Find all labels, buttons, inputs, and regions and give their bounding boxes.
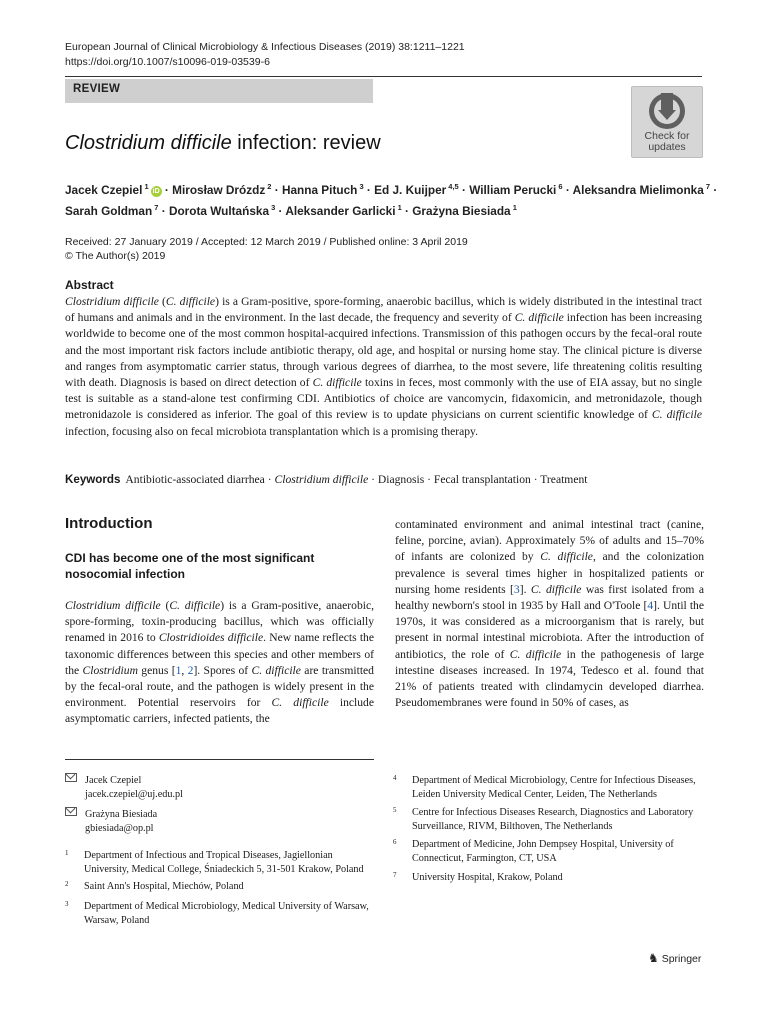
introduction-subheading: CDI has become one of the most significant nosocomial infection <box>65 551 315 581</box>
text-run: · Diagnosis · Fecal transplantation · Treatment <box>368 473 588 486</box>
author-name: Dorota Wultańska <box>168 203 270 218</box>
author-name: Grażyna Biesiada <box>412 203 511 218</box>
text-run: genus [ <box>137 663 176 677</box>
check-for-updates-line2: updates <box>648 141 686 153</box>
author-name: Hanna Pituch <box>281 182 358 197</box>
author[interactable] <box>282 183 364 197</box>
italic-run: C. difficile <box>530 582 582 596</box>
keywords-label: Keywords <box>65 473 121 486</box>
intro-right-column <box>395 517 704 711</box>
italic-run: Clostridium difficile <box>274 473 369 486</box>
author-separator: · <box>458 182 470 197</box>
header-rule <box>65 76 702 77</box>
author-separator: · <box>161 182 173 197</box>
author-affiliation-sup: 2 <box>265 182 272 191</box>
abstract-heading: Abstract <box>65 278 114 292</box>
citation-link[interactable]: 4 <box>647 599 654 613</box>
author[interactable] <box>65 183 162 197</box>
affiliation-item <box>393 838 713 866</box>
author[interactable] <box>285 204 401 218</box>
intro-left-column <box>65 598 374 728</box>
affiliation-item <box>393 806 713 834</box>
citation-link[interactable]: 2 <box>187 663 194 677</box>
contact-block-2 <box>65 807 157 835</box>
contact-block-1 <box>65 773 183 801</box>
italic-run: C. difficile <box>651 408 702 422</box>
author-name: Sarah Goldman <box>65 203 153 218</box>
author-separator: · <box>710 182 718 197</box>
italic-run: C. difficile <box>514 311 564 325</box>
italic-run: C. difficile <box>165 295 216 308</box>
text-run: include asymptomatic carriers, infected patients, the <box>65 696 375 726</box>
author[interactable] <box>169 204 275 218</box>
contact-name: Grażyna Biesiada <box>85 809 158 820</box>
italic-run: C. difficile <box>169 599 221 612</box>
text-run: infection has been increasing worldwide to become one of the most common hospital-acquired infections. Transmission of this pathogen occurs by the fecal-oral route and the most important risk factors include antibiotic therapy, old age, and hospital or nursing home stay. The clinical picture is diverse and ranges from asymptomatic carrier status, through various degrees of diarrhea, to the most severe, life threatening colitis resulting with death. Diagnosis is based on direct detection of <box>65 311 702 390</box>
italic-run: Clostridium difficile <box>65 295 159 308</box>
author-affiliation-sup: 1 <box>395 202 402 212</box>
author-separator: · <box>271 182 282 197</box>
author-name: Aleksander Garlicki <box>285 203 396 218</box>
author-name: Aleksandra Mielimonka <box>572 182 704 197</box>
text-run: ( <box>158 295 166 308</box>
author-name: Ed J. Kuijper <box>374 182 447 197</box>
author[interactable] <box>412 204 517 218</box>
affiliation-item <box>65 849 380 877</box>
email-icon <box>65 773 77 782</box>
text-run: are transmitted by the fecal-oral route, and the pathogen is widely present in the environment. Potential reservoirs for <box>65 663 374 710</box>
affiliation-text: Department of Infectious and Tropical Diseases, Jagiellonian University, Medical College, Śniadeckich 5, 31-501 Krakow, Poland <box>84 850 364 875</box>
affiliation-number: 1 <box>65 849 69 857</box>
author-separator: · <box>363 182 375 197</box>
affiliation-text: Centre for Infectious Diseases Research, Diagnostics and Laboratory Surveillance, RIVM, Bilthoven, The Netherlands <box>412 807 694 832</box>
text-run: ) is a Gram-positive, anaerobic, spore-forming, toxin-producing bacillus, which was officially renamed in 2016 to <box>65 599 375 645</box>
affiliation-number: 7 <box>393 871 397 879</box>
author[interactable] <box>469 183 562 197</box>
keywords <box>65 472 725 488</box>
email-icon <box>65 807 77 816</box>
text-run: ]. Spores of <box>193 663 252 677</box>
contact-email[interactable]: gbiesiada@op.pl <box>85 822 154 834</box>
affiliation-text: Department of Medical Microbiology, Centre for Infectious Diseases, Leiden University Medical Center, Leiden, The Netherlands <box>412 775 696 800</box>
citation-link[interactable]: 1 <box>175 663 182 677</box>
author[interactable] <box>172 183 271 197</box>
title-italic: Clostridium difficile <box>65 132 232 154</box>
affiliation-text: Saint Ann's Hospital, Miechów, Poland <box>84 881 244 892</box>
title-rest: infection: review <box>231 132 381 154</box>
author[interactable] <box>65 204 158 218</box>
affiliation-text: University Hospital, Krakow, Poland <box>412 872 563 883</box>
affiliation-item <box>65 900 380 928</box>
author[interactable] <box>573 183 710 197</box>
received-accepted-published: Received: 27 January 2019 / Accepted: 12 March 2019 / Published online: 3 April 2019 <box>65 236 468 248</box>
check-for-updates-line1: Check for <box>644 130 690 142</box>
author-affiliation-sup: 6 <box>556 182 563 191</box>
author-separator: · <box>275 203 286 218</box>
author-affiliation-sup: 4,5 <box>446 182 459 191</box>
author-separator: · <box>401 203 413 218</box>
doi-link[interactable]: https://doi.org/10.1007/s10096-019-03539-6 <box>65 56 270 68</box>
publisher-logo <box>648 951 701 965</box>
check-for-updates-badge[interactable] <box>631 86 703 158</box>
author-separator: · <box>158 203 169 218</box>
text-run: in the pathogenesis of large intestine diseases increased. In 1974, Tedesco et al. found that 21% of patients treated with clindamycin developed diarrhea. Pseudomembranes were found in 50% of cases, as <box>395 647 704 710</box>
author-affiliation-sup: 3 <box>357 182 364 191</box>
italic-run: C. difficile <box>271 696 329 710</box>
article-type-label: REVIEW <box>73 83 121 95</box>
text-run: toxins in feces, most commonly with the use of EIA assay, but no single test is suitable as a stand-alone test confirming CDI. Antibiotics of choice are vancomycin, fidaxomicin, and metronidazole, though metronidazole is considered as inferior. The goal of this review is to update physicians on current scientific knowledge of <box>65 376 702 422</box>
italic-run: C. difficile <box>540 550 593 564</box>
springer-horse-icon: ♞ <box>648 951 659 965</box>
affiliation-number: 3 <box>65 900 69 908</box>
italic-run: C. difficile <box>312 376 362 390</box>
text-run: ]. <box>519 582 531 596</box>
affiliation-number: 5 <box>393 806 397 814</box>
author-separator: · <box>562 182 573 197</box>
introduction-heading: Introduction <box>65 515 153 532</box>
copyright-line: © The Author(s) 2019 <box>65 250 166 262</box>
publication-dates <box>65 235 468 263</box>
abstract-text <box>65 294 702 440</box>
author-affiliation-sup: 1 <box>142 182 149 191</box>
affiliation-item <box>393 774 713 802</box>
journal-citation: European Journal of Clinical Microbiology & Infectious Diseases (2019) 38:1211–1221 <box>65 41 465 53</box>
text-run: , and the colonization prevalence is several times higher in hospitalized patients or nursing home residents [ <box>395 550 704 596</box>
text-run: , <box>181 663 188 677</box>
italic-run: C. difficile <box>509 647 562 661</box>
affiliation-number: 2 <box>65 880 69 888</box>
keywords-list <box>125 473 587 486</box>
citation-link[interactable]: 3 <box>513 582 520 596</box>
italic-run: Clostridium difficile <box>65 599 161 612</box>
text-run: . New name reflects the taxonomic differences between this species and other members of the <box>65 631 374 677</box>
article-title <box>65 132 381 155</box>
author-affiliation-sup: 7 <box>152 202 159 212</box>
author-name: Mirosław Drózdz <box>172 182 266 197</box>
affiliation-number: 6 <box>393 838 397 846</box>
italic-run: C. difficile <box>251 663 301 677</box>
text-run: · <box>264 473 275 486</box>
author-affiliation-sup: 3 <box>269 202 276 212</box>
text-run: ( <box>160 599 170 612</box>
crossmark-icon <box>632 89 702 133</box>
affiliation-item <box>65 880 380 894</box>
author-affiliation-sup: 1 <box>510 202 517 212</box>
affiliation-item <box>393 871 713 885</box>
footnote-rule <box>65 759 374 760</box>
article-type-bar <box>65 79 373 103</box>
author-name: William Perucki <box>469 182 557 197</box>
publisher-name: Springer <box>661 953 702 965</box>
author-affiliation-sup: 7 <box>703 182 711 191</box>
affiliation-text: Department of Medicine, John Dempsey Hospital, University of Connecticut, Farmington, CT, USA <box>412 839 674 864</box>
italic-run: Clostridium <box>82 663 138 677</box>
author-list <box>65 178 725 220</box>
text-run: Antibiotic-associated diarrhea <box>125 473 265 486</box>
text-run: infection, focusing also on fecal microbiota transplantation which is a promising therapy. <box>65 424 478 438</box>
author-name: Jacek Czepiel <box>65 182 143 197</box>
orcid-icon[interactable]: iD <box>152 187 160 195</box>
text-run: ]. Until the 1970s, it was considered as a microorganism that is rarely, but present in normal intestinal microbiota. After the introduction of antibiotics, the role of <box>395 599 704 661</box>
text-run: contaminated environment and animal intestinal tract (canine, feline, porcine, avian). Approximately 5% of adults and 15–70% of infants are colonized by <box>395 518 704 564</box>
text-run: ) is a Gram-positive, spore-forming, anaerobic bacillus, which is widely distributed in the intestinal tract of humans and animals and in the environment. In the last decade, the frequency and severity of <box>65 295 703 325</box>
text-run: was first isolated from a healthy newborn's stool in 1935 by Hall and O'Toole [ <box>395 582 704 613</box>
author[interactable] <box>374 183 459 197</box>
italic-run: Clostridioides difficile <box>158 631 264 645</box>
affiliation-text: Department of Medical Microbiology, Medical University of Warsaw, Warsaw, Poland <box>84 901 369 926</box>
affiliation-number: 4 <box>393 774 397 782</box>
contact-name: Jacek Czepiel <box>85 775 142 786</box>
contact-email[interactable]: jacek.czepiel@uj.edu.pl <box>85 788 183 800</box>
